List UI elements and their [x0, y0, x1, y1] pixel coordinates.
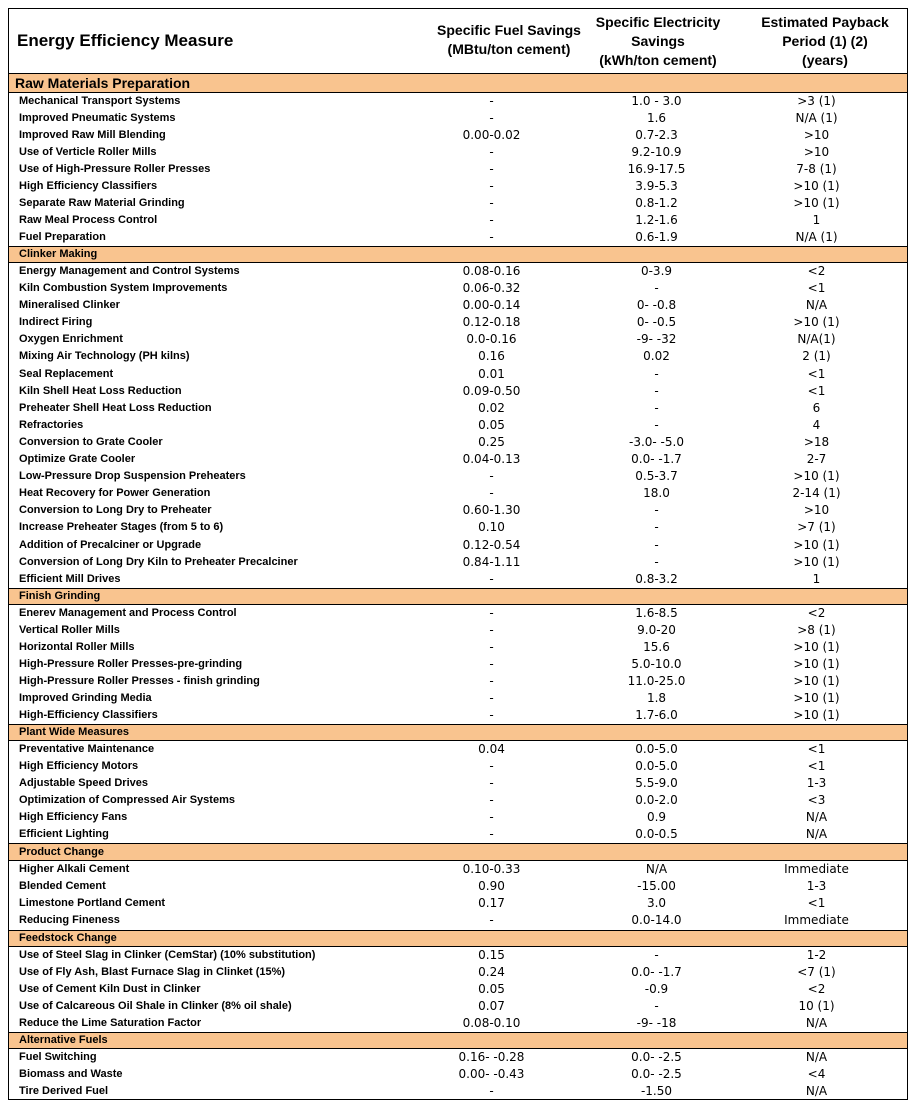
fuel-savings-cell: 0.10 [478, 520, 505, 535]
fuel-savings-cell: - [489, 486, 494, 501]
fuel-savings-cell: 0.17 [478, 896, 505, 911]
payback-cell: <2 [807, 605, 826, 620]
measure-cell: Tire Derived Fuel [19, 1085, 109, 1098]
measure-cell: Use of High-Pressure Roller Presses [19, 163, 211, 175]
electricity-savings-cell: 15.6 [643, 639, 670, 654]
table-row [8, 861, 908, 878]
table-row [8, 605, 908, 622]
table-row [8, 792, 908, 809]
payback-cell: >10 (1) [793, 656, 840, 671]
measure-cell: Use of Verticle Roller Mills [19, 146, 157, 158]
section-header: Plant Wide Measures [8, 724, 908, 741]
table-row [8, 741, 908, 758]
payback-cell: 1 [812, 213, 821, 227]
table-row [8, 519, 908, 536]
payback-cell: 2 (1) [802, 349, 831, 364]
table-row [8, 280, 908, 297]
electricity-savings-cell: - [654, 281, 659, 296]
fuel-savings-cell: 0.90 [478, 878, 505, 893]
payback-cell: <1 [807, 896, 826, 911]
fuel-savings-cell: - [489, 913, 494, 928]
payback-cell: <1 [807, 281, 826, 296]
fuel-savings-cell: - [489, 469, 494, 484]
electricity-savings-cell: 0.0- -1.7 [631, 964, 682, 979]
payback-cell: >10 (1) [793, 179, 840, 193]
electricity-savings-cell: 0.0- -2.5 [631, 1050, 682, 1064]
fuel-savings-cell: - [489, 145, 494, 159]
fuel-savings-cell: 0.15 [478, 947, 505, 962]
table-row [8, 981, 908, 998]
fuel-savings-cell: - [489, 690, 494, 705]
table-row [8, 1049, 908, 1066]
electricity-savings-cell: - [654, 537, 659, 552]
electricity-savings-cell: N/A [645, 861, 668, 876]
payback-cell: 1 [812, 571, 821, 586]
fuel-savings-cell: 0.00-0.14 [462, 298, 521, 313]
fuel-savings-cell: - [489, 111, 494, 125]
measure-cell: Enerev Management and Process Control [19, 606, 237, 619]
fuel-savings-cell: 0.04 [478, 741, 505, 756]
electricity-savings-cell: 5.5-9.0 [635, 775, 678, 790]
measure-cell: Limestone Portland Cement [19, 897, 166, 910]
table-body [8, 73, 908, 1100]
fuel-savings-cell: - [489, 213, 494, 227]
measure-cell: Conversion to Grate Cooler [19, 435, 163, 448]
payback-cell: >10 (1) [793, 537, 840, 552]
electricity-savings-cell: -9- -18 [636, 1015, 677, 1030]
electricity-savings-cell: 11.0-25.0 [627, 673, 686, 688]
measure-cell: High Efficiency Fans [19, 810, 128, 823]
payback-cell: >10 [803, 503, 830, 518]
payback-cell: N/A [805, 826, 828, 841]
measure-cell: Use of Cement Kiln Dust in Clinker [19, 982, 201, 995]
payback-cell: >10 (1) [793, 315, 840, 330]
payback-cell: >10 (1) [793, 673, 840, 688]
payback-cell: <2 [807, 264, 826, 278]
measure-cell: Biomass and Waste [19, 1068, 123, 1081]
measure-cell: Seal Replacement [19, 367, 114, 380]
fuel-savings-cell: - [489, 809, 494, 824]
electricity-savings-cell: 1.6-8.5 [635, 605, 678, 620]
table-row [8, 878, 908, 895]
payback-cell: <2 [807, 981, 826, 996]
electricity-savings-cell: 0.9 [646, 809, 667, 824]
fuel-savings-cell: - [489, 656, 494, 671]
payback-cell: 6 [812, 400, 821, 415]
section-header: Raw Materials Preparation [8, 73, 908, 93]
electricity-savings-cell: 1.2-1.6 [635, 213, 678, 227]
fuel-savings-cell: 0.08-0.10 [462, 1015, 521, 1030]
fuel-savings-cell: - [489, 605, 494, 620]
payback-cell: >10 (1) [793, 690, 840, 705]
electricity-savings-cell: 5.0-10.0 [631, 656, 682, 671]
payback-cell: >18 [803, 434, 830, 449]
table-row [8, 383, 908, 400]
table-row [8, 826, 908, 843]
fuel-savings-cell: - [489, 673, 494, 688]
payback-cell: <1 [807, 383, 826, 398]
table-row [8, 622, 908, 639]
electricity-savings-cell: 16.9-17.5 [627, 162, 686, 176]
electricity-savings-cell: 0.7-2.3 [635, 128, 678, 142]
fuel-savings-cell: 0.00-0.02 [462, 128, 521, 142]
electricity-savings-cell: - [654, 554, 659, 569]
fuel-savings-cell: 0.00- -0.43 [458, 1067, 525, 1082]
measure-cell: Mechanical Transport Systems [19, 95, 181, 107]
electricity-savings-cell: 0- -0.8 [636, 298, 677, 313]
measure-cell: Energy Management and Control Systems [19, 265, 240, 277]
table-header [8, 8, 908, 73]
header-electricity-savings: Specific Electricity Savings (kWh/ton cement) [595, 14, 721, 68]
table-row [8, 775, 908, 792]
fuel-savings-cell: 0.12-0.18 [462, 315, 521, 330]
fuel-savings-cell: - [489, 639, 494, 654]
electricity-savings-cell: 0-3.9 [640, 264, 673, 278]
measure-cell: Preventative Maintenance [19, 742, 155, 755]
payback-cell: 1-3 [806, 775, 827, 790]
fuel-savings-cell: 0.07 [478, 998, 505, 1013]
electricity-savings-cell: 1.0 - 3.0 [631, 94, 682, 108]
measure-cell: Efficient Mill Drives [19, 572, 121, 585]
payback-cell: >7 (1) [797, 520, 836, 535]
measure-cell: Raw Meal Process Control [19, 214, 158, 226]
measure-cell: Fuel Preparation [19, 231, 106, 243]
payback-cell: 1-3 [806, 878, 827, 893]
measure-cell: Vertical Roller Mills [19, 623, 120, 636]
section-header: Finish Grinding [8, 588, 908, 605]
fuel-savings-cell: - [489, 179, 494, 193]
payback-cell: N/A [805, 298, 828, 313]
measure-cell: Use of Steel Slag in Clinker (CemStar) (10% substitution) [19, 948, 316, 961]
table-row [8, 758, 908, 775]
table-row [8, 673, 908, 690]
fuel-savings-cell: 0.10-0.33 [462, 861, 521, 876]
fuel-savings-cell: 0.05 [478, 417, 505, 432]
measure-cell: Improved Raw Mill Blending [19, 129, 166, 141]
table-row [8, 1015, 908, 1032]
electricity-savings-cell: 0.8-1.2 [635, 196, 678, 210]
measure-cell: Kiln Shell Heat Loss Reduction [19, 384, 182, 397]
fuel-savings-cell: - [489, 1084, 494, 1099]
payback-cell: 2-14 (1) [792, 486, 841, 501]
table-row [8, 485, 908, 502]
payback-cell: <1 [807, 366, 826, 381]
payback-cell: >10 (1) [793, 554, 840, 569]
table-row [8, 571, 908, 588]
electricity-savings-cell: 9.2-10.9 [631, 145, 682, 159]
table-row [8, 537, 908, 554]
electricity-savings-cell: 0.02 [643, 349, 670, 364]
measure-cell: Refractories [19, 418, 84, 431]
measure-cell: High-Pressure Roller Presses - finish grinding [19, 674, 260, 687]
payback-cell: 1-2 [806, 947, 827, 962]
measure-cell: Reducing Fineness [19, 914, 120, 927]
electricity-savings-cell: 0.8-3.2 [635, 571, 678, 586]
measure-cell: Reduce the Lime Saturation Factor [19, 1016, 202, 1029]
fuel-savings-cell: 0.06-0.32 [462, 281, 521, 296]
electricity-savings-cell: - [654, 366, 659, 381]
table-row [8, 93, 908, 110]
table-row [8, 263, 908, 280]
electricity-savings-cell: 9.0-20 [637, 622, 676, 637]
electricity-savings-cell: -15.00 [637, 878, 676, 893]
table-row [8, 895, 908, 912]
measure-cell: Improved Grinding Media [19, 691, 152, 704]
payback-cell: Immediate [784, 913, 849, 928]
table-row [8, 366, 908, 383]
measure-cell: Conversion to Long Dry to Preheater [19, 504, 212, 517]
measure-cell: Improved Pneumatic Systems [19, 112, 176, 124]
measure-cell: Optimize Grate Cooler [19, 453, 136, 466]
measure-cell: Higher Alkali Cement [19, 862, 130, 875]
table-row [8, 947, 908, 964]
measure-cell: Increase Preheater Stages (from 5 to 6) [19, 521, 224, 534]
electricity-savings-cell: 0.0-5.0 [635, 758, 678, 773]
measure-cell: Oxygen Enrichment [19, 333, 123, 346]
energy-efficiency-table [8, 8, 908, 1100]
electricity-savings-cell: 18.0 [643, 486, 670, 501]
fuel-savings-cell: 0.16- -0.28 [458, 1050, 525, 1064]
electricity-savings-cell: 0.0-5.0 [635, 741, 678, 756]
fuel-savings-cell: 0.25 [478, 434, 505, 449]
header-fuel-savings: Specific Fuel Savings (MBtu/ton cement) [437, 22, 581, 57]
payback-cell: 10 (1) [798, 998, 835, 1013]
fuel-savings-cell: - [489, 571, 494, 586]
measure-cell: Horizontal Roller Mills [19, 640, 135, 653]
payback-cell: Immediate [784, 861, 849, 876]
table-row [8, 554, 908, 571]
measure-cell: High Efficiency Classifiers [19, 180, 158, 192]
measure-cell: Optimization of Compressed Air Systems [19, 793, 235, 806]
measure-cell: Efficient Lighting [19, 827, 109, 840]
measure-cell: Addition of Precalciner or Upgrade [19, 538, 202, 551]
fuel-savings-cell: 0.24 [478, 964, 505, 979]
payback-cell: >3 (1) [797, 94, 836, 108]
electricity-savings-cell: - [654, 503, 659, 518]
measure-cell: Blended Cement [19, 879, 106, 892]
electricity-savings-cell: - [654, 417, 659, 432]
measure-cell: Fuel Switching [19, 1051, 97, 1063]
fuel-savings-cell: 0.84-1.11 [462, 554, 521, 569]
electricity-savings-cell: -9- -32 [636, 332, 677, 347]
measure-cell: High Efficiency Motors [19, 759, 139, 772]
electricity-savings-cell: - [654, 998, 659, 1013]
fuel-savings-cell: 0.05 [478, 981, 505, 996]
fuel-savings-cell: 0.01 [478, 366, 505, 381]
electricity-savings-cell: - [654, 947, 659, 962]
payback-cell: >10 (1) [793, 469, 840, 484]
fuel-savings-cell: - [489, 826, 494, 841]
section-header: Clinker Making [8, 246, 908, 263]
payback-cell: <1 [807, 741, 826, 756]
payback-cell: >10 (1) [793, 707, 840, 722]
table-row [8, 639, 908, 656]
payback-cell: N/A [805, 809, 828, 824]
fuel-savings-cell: 0.0-0.16 [466, 332, 517, 347]
table-row [8, 314, 908, 331]
table-row [8, 690, 908, 707]
table-row [8, 161, 908, 178]
measure-cell: Use of Fly Ash, Blast Furnace Slag in Clinket (15%) [19, 965, 286, 978]
table-row [8, 998, 908, 1015]
table-row [8, 110, 908, 127]
electricity-savings-cell: - [654, 383, 659, 398]
payback-cell: N/A (1) [795, 111, 838, 125]
fuel-savings-cell: - [489, 196, 494, 210]
fuel-savings-cell: 0.04-0.13 [462, 452, 521, 467]
measure-cell: Conversion of Long Dry Kiln to Preheater Precalciner [19, 555, 298, 568]
electricity-savings-cell: 1.7-6.0 [635, 707, 678, 722]
measure-cell: Mixing Air Technology (PH kilns) [19, 350, 190, 363]
table-row [8, 502, 908, 519]
electricity-savings-cell: 0- -0.5 [636, 315, 677, 330]
fuel-savings-cell: 0.09-0.50 [462, 383, 521, 398]
table-row [8, 417, 908, 434]
fuel-savings-cell: - [489, 162, 494, 176]
measure-cell: Indirect Firing [19, 316, 93, 329]
fuel-savings-cell: 0.16 [478, 349, 505, 364]
electricity-savings-cell: - [654, 400, 659, 415]
measure-cell: Low-Pressure Drop Suspension Preheaters [19, 470, 246, 483]
measure-cell: Heat Recovery for Power Generation [19, 487, 211, 500]
table-row [8, 178, 908, 195]
table-row [8, 127, 908, 144]
fuel-savings-cell: - [489, 707, 494, 722]
payback-cell: 4 [812, 417, 821, 432]
fuel-savings-cell: - [489, 230, 494, 244]
fuel-savings-cell: - [489, 622, 494, 637]
fuel-savings-cell: - [489, 94, 494, 108]
electricity-savings-cell: -0.9 [644, 981, 669, 996]
table-row [8, 144, 908, 161]
electricity-savings-cell: 0.0- -1.7 [631, 452, 682, 467]
electricity-savings-cell: 0.6-1.9 [635, 230, 678, 244]
payback-cell: <1 [807, 758, 826, 773]
payback-cell: N/A(1) [797, 332, 836, 347]
electricity-savings-cell: 1.8 [646, 690, 667, 705]
table-row [8, 809, 908, 826]
measure-cell: Mineralised Clinker [19, 299, 120, 312]
fuel-savings-cell: - [489, 758, 494, 773]
table-row [8, 297, 908, 314]
payback-cell: <4 [807, 1067, 826, 1082]
payback-cell: >8 (1) [797, 622, 836, 637]
table-row [8, 912, 908, 929]
electricity-savings-cell: 3.9-5.3 [635, 179, 678, 193]
payback-cell: <7 (1) [797, 964, 836, 979]
electricity-savings-cell: 0.0- -2.5 [631, 1067, 682, 1082]
measure-cell: Separate Raw Material Grinding [19, 197, 185, 209]
electricity-savings-cell: - [654, 520, 659, 535]
measure-cell: Kiln Combustion System Improvements [19, 282, 228, 295]
electricity-savings-cell: -3.0- -5.0 [629, 434, 684, 449]
payback-cell: N/A [805, 1015, 828, 1030]
table-row [8, 1066, 908, 1083]
table-row [8, 400, 908, 417]
table-row [8, 707, 908, 724]
fuel-savings-cell: 0.02 [478, 400, 505, 415]
electricity-savings-cell: 1.6 [646, 111, 667, 125]
electricity-savings-cell: -1.50 [640, 1084, 673, 1099]
section-header: Feedstock Change [8, 930, 908, 947]
fuel-savings-cell: 0.08-0.16 [462, 264, 521, 278]
payback-cell: >10 [803, 145, 830, 159]
electricity-savings-cell: 0.5-3.7 [635, 469, 678, 484]
table-row [8, 964, 908, 981]
table-row [8, 212, 908, 229]
fuel-savings-cell: - [489, 775, 494, 790]
table-row [8, 656, 908, 673]
header-measure: Energy Efficiency Measure [17, 31, 234, 50]
section-header: Alternative Fuels [8, 1032, 908, 1049]
table-row [8, 331, 908, 348]
electricity-savings-cell: 0.0-0.5 [635, 826, 678, 841]
measure-cell: Use of Calcareous Oil Shale in Clinker (8% oil shale) [19, 999, 292, 1012]
table-row [8, 1083, 908, 1100]
table-row [8, 229, 908, 246]
fuel-savings-cell: - [489, 792, 494, 807]
payback-cell: 2-7 [806, 452, 827, 467]
fuel-savings-cell: 0.60-1.30 [462, 503, 521, 518]
table-row [8, 468, 908, 485]
payback-cell: N/A (1) [795, 230, 838, 244]
measure-cell: High-Efficiency Classifiers [19, 708, 158, 721]
header-payback-period: Estimated Payback Period (1) (2) (years) [761, 14, 889, 68]
table-row [8, 195, 908, 212]
electricity-savings-cell: 3.0 [646, 896, 667, 911]
measure-cell: Preheater Shell Heat Loss Reduction [19, 401, 212, 414]
table-row [8, 434, 908, 451]
payback-cell: 7-8 (1) [796, 162, 837, 176]
payback-cell: >10 (1) [793, 196, 840, 210]
measure-cell: Adjustable Speed Drives [19, 776, 148, 789]
electricity-savings-cell: 0.0-14.0 [631, 913, 682, 928]
fuel-savings-cell: 0.12-0.54 [462, 537, 521, 552]
payback-cell: N/A [805, 1084, 828, 1099]
section-header: Product Change [8, 843, 908, 861]
electricity-savings-cell: 0.0-2.0 [635, 792, 678, 807]
payback-cell: >10 [803, 128, 830, 142]
table-row [8, 451, 908, 468]
table-row [8, 348, 908, 365]
measure-cell: High-Pressure Roller Presses-pre-grinding [19, 657, 243, 670]
payback-cell: N/A [805, 1050, 828, 1064]
payback-cell: <3 [807, 792, 826, 807]
payback-cell: >10 (1) [793, 639, 840, 654]
